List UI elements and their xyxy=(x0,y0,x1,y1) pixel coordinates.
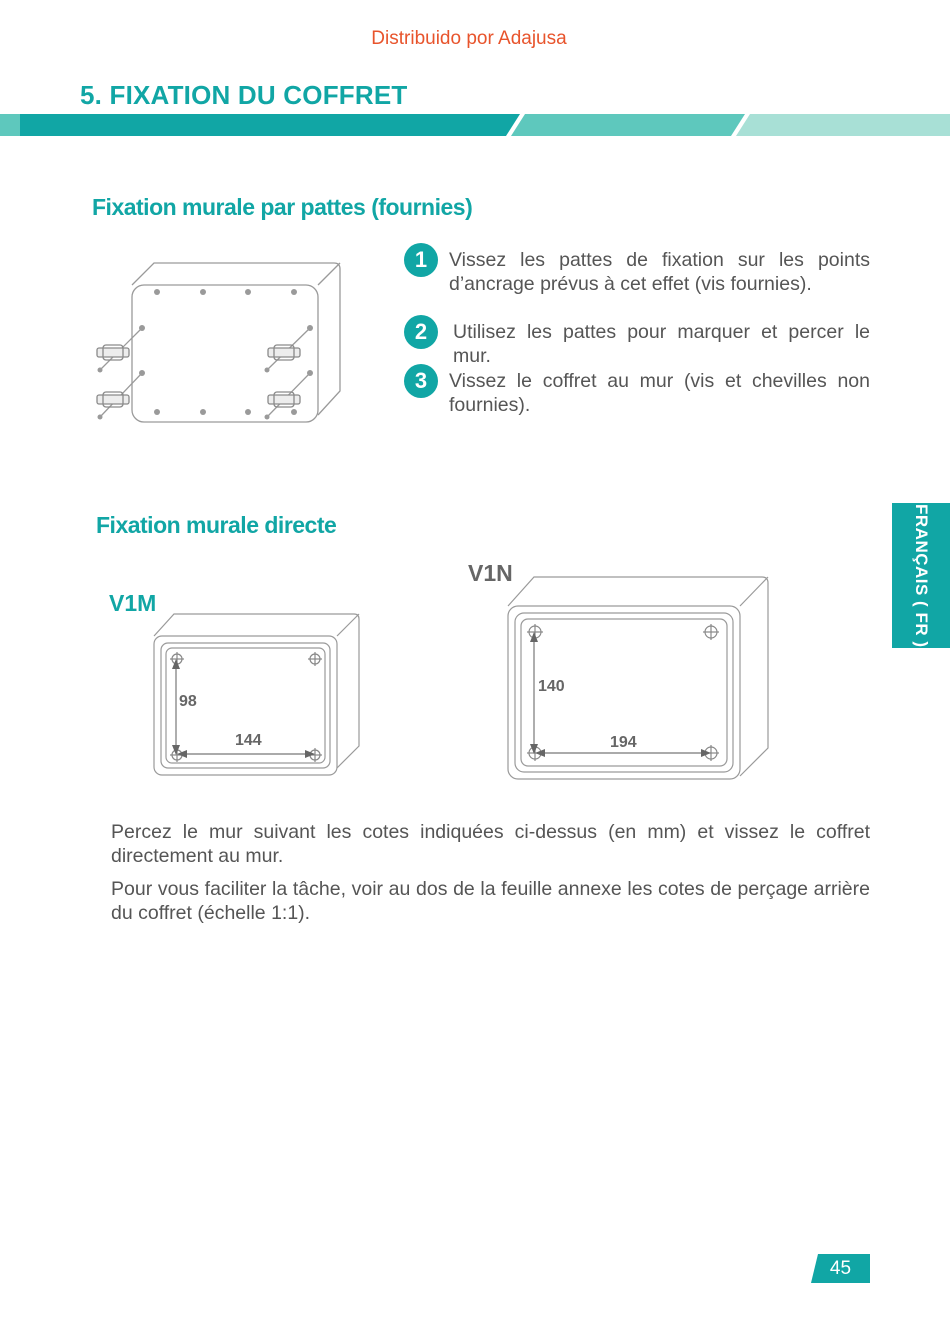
header-color-band xyxy=(0,114,950,136)
v1m-height-dimension: 98 xyxy=(179,693,197,710)
section-title: 5. FIXATION DU COFFRET xyxy=(80,80,408,110)
step-text: Utilisez les pattes pour marquer et percer le mur. xyxy=(453,321,870,367)
distributor-note: Distribuido por Adajusa xyxy=(371,28,567,49)
language-side-tab xyxy=(892,503,950,648)
step-number-badge: 2 xyxy=(404,315,438,349)
instruction-paragraph: Percez le mur suivant les cotes indiquées ci-dessus (en mm) et vissez le coffret directement au mur. xyxy=(111,821,870,867)
step-number-badge: 1 xyxy=(404,243,438,277)
v1n-width-dimension: 194 xyxy=(610,734,637,751)
step-text: Vissez le coffret au mur (vis et chevilles non fournies). xyxy=(449,370,870,416)
bracket-mount-illustration xyxy=(90,255,350,430)
v1n-drilling-diagram xyxy=(500,572,772,784)
v1m-drilling-diagram xyxy=(148,608,363,778)
v1m-width-dimension: 144 xyxy=(235,732,262,749)
bracket-mount-subtitle: Fixation murale par pattes (fournies) xyxy=(92,194,473,220)
model-label-v1n: V1N xyxy=(468,560,513,586)
page-number: 45 xyxy=(829,1258,852,1279)
model-label-v1m: V1M xyxy=(109,590,157,616)
v1n-height-dimension: 140 xyxy=(538,678,565,695)
page-number-box xyxy=(811,1254,870,1283)
instruction-paragraph: Pour vous faciliter la tâche, voir au dos de la feuille annexe les cotes de perçage arrière du coffret (échelle 1:1). xyxy=(111,878,870,924)
language-label: FRANÇAIS ( FR ) xyxy=(912,503,931,648)
direct-mount-subtitle: Fixation murale directe xyxy=(96,512,337,538)
step-number-badge: 3 xyxy=(404,364,438,398)
step-text: Vissez les pattes de fixation sur les points d’ancrage prévus à cet effet (vis fournies). xyxy=(449,249,870,295)
